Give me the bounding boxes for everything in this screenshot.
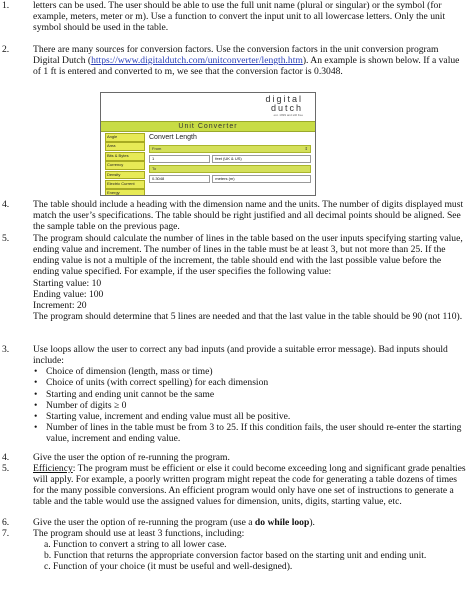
- bad-inputs-list: [33, 366, 467, 444]
- menu-item-density[interactable]: Density: [105, 171, 145, 180]
- menu-item-electric-current[interactable]: Electric Current: [105, 180, 145, 189]
- from-unit-select[interactable]: feet (UK & US): [212, 155, 311, 163]
- from-bar: From ⇕: [149, 145, 311, 153]
- menu-item-currency[interactable]: Currency: [105, 161, 145, 170]
- item-number: 6.: [2, 517, 10, 528]
- item-number: 4.: [2, 452, 10, 463]
- efficiency-label: Efficiency: [33, 463, 73, 474]
- menu-item-bits[interactable]: Bits & Bytes: [105, 152, 145, 161]
- converter-title: Convert Length: [149, 134, 197, 141]
- menu-item-angle[interactable]: Angle: [105, 133, 145, 142]
- digital-dutch-link[interactable]: https://www.digitaldutch.com/unitconverter/length.htm: [91, 55, 303, 67]
- converter-panel: [149, 133, 311, 183]
- item-number: 7.: [2, 528, 10, 539]
- list-item: c. Function of your choice (it must be useful and well-designed).: [44, 561, 293, 573]
- list-item: • Starting value, increment and ending value must all be positive.: [33, 411, 467, 422]
- item-text: Give the user the option of re-running the program (use a do while loop).: [33, 517, 315, 528]
- item-number: 4.: [2, 199, 10, 210]
- item-number: 3.: [2, 344, 10, 355]
- updown-icon: ⇕: [304, 146, 308, 152]
- from-value-input[interactable]: 1: [149, 155, 210, 163]
- item-text: The table should include a heading with the dimension name and the units. The number of digits displayed must match the user’s specifications. The table should be right justified and all decimal points should be aligned. See the sample table on the previous page.: [33, 199, 464, 233]
- example-line: Increment: 20: [33, 299, 87, 311]
- dimension-menu: [105, 133, 145, 196]
- item-text: Efficiency: The program must be efficient or else it could become exceeding long and significant grade penalties will apply. For example, a poorly written program might repeat the code for generating a table dozens of times for the many possible conversions. An efficient program would only have one set of instructions to generate a table and the table would use the assigned values for dimension, units, digits, starting value, etc.: [33, 463, 466, 508]
- menu-item-energy[interactable]: Energy: [105, 189, 145, 196]
- function-list: [33, 539, 467, 572]
- list-item: • Choice of dimension (length, mass or time): [33, 366, 467, 377]
- unit-converter-screenshot: [100, 92, 316, 196]
- example-line: Ending value: 100: [33, 288, 104, 300]
- list-item: b. Function that returns the appropriate conversion factor based on the starting unit and ending unit.: [44, 550, 427, 562]
- item-text: The program should calculate the number of lines in the table based on the user inputs specifying starting value, ending value and increment. The number of lines in the table must be at least 3, but not more than 25. If the ending value is not a multiple of the increment, the table should end with the last possible value before the ending value specified. For example, if the user specifies the following value: Starting value: 10 Ending value: 100 Increment: 20 The program should determine that 5 lines are needed and that the last value in the table should be 90 (not 110).: [33, 233, 467, 322]
- list-item: • Number of lines in the table must be from 3 to 25. If this condition fails, the user should re-enter the starting value, increment and ending value.: [33, 422, 467, 444]
- to-value-output: 0.3048: [149, 175, 210, 183]
- to-unit-select[interactable]: meters (m): [212, 175, 311, 183]
- example-line: Starting value: 10: [33, 277, 102, 289]
- list-item: • Choice of units (with correct spelling) for each dimension: [33, 377, 467, 388]
- list-item: • Starting and ending unit cannot be the same: [33, 389, 467, 400]
- item-number: 5.: [2, 233, 10, 244]
- item-text: Give the user the option of re-running the program.: [33, 452, 230, 463]
- menu-item-area[interactable]: Area: [105, 142, 145, 151]
- item-text: The program should use at least 3 functions, including: a. Function to convert a string to all lower case. b. Function that returns the appropriate conversion factor based on the starting unit and ending unit. c. Function of your choice (it must be useful and well-designed).: [33, 528, 467, 573]
- list-item: • Number of digits ≥ 0: [33, 400, 467, 411]
- item-text: There are many sources for conversion factors. Use the conversion factors in the unit conversion program Digital Dutch (https://www.digitaldutch.com/unitconverter/length.htm). An example is shown below. If a value of 1 ft is entered and converted to m, we see that the conversion factor is 0.3048.: [33, 44, 460, 78]
- item-number: 5.: [2, 463, 10, 474]
- unit-converter-banner: Unit Converter: [101, 121, 315, 132]
- to-bar: To: [149, 165, 311, 173]
- list-item: a. Function to convert a string to all lower case.: [44, 539, 227, 551]
- item-text: letters can be used. The user should be able to use the full unit name (plural or singular) or the symbol (for example, meters, meter or m). Use a function to convert the input unit to all lowercase letters. Only the unit symbol should be used in the table.: [33, 0, 446, 34]
- item-number: 2.: [2, 44, 10, 55]
- digital-dutch-logo: digital dutch est. 1999 and still free: [265, 94, 303, 117]
- item-number: 1.: [2, 0, 10, 11]
- item-text: Use loops allow the user to correct any bad inputs (and provide a suitable error message). Bad inputs should include: • Choice of dimension (length, mass or time) • Choice of units (with correct spelling) for each dimension • Starting and ending unit cannot be the same • Number of digits ≥ 0 • Starting value, increment and ending value must all be positive. • Number of lines in the table must be from 3 to 25. If this condition fails, the user should re-enter the starting value, increment and ending value.: [33, 344, 467, 444]
